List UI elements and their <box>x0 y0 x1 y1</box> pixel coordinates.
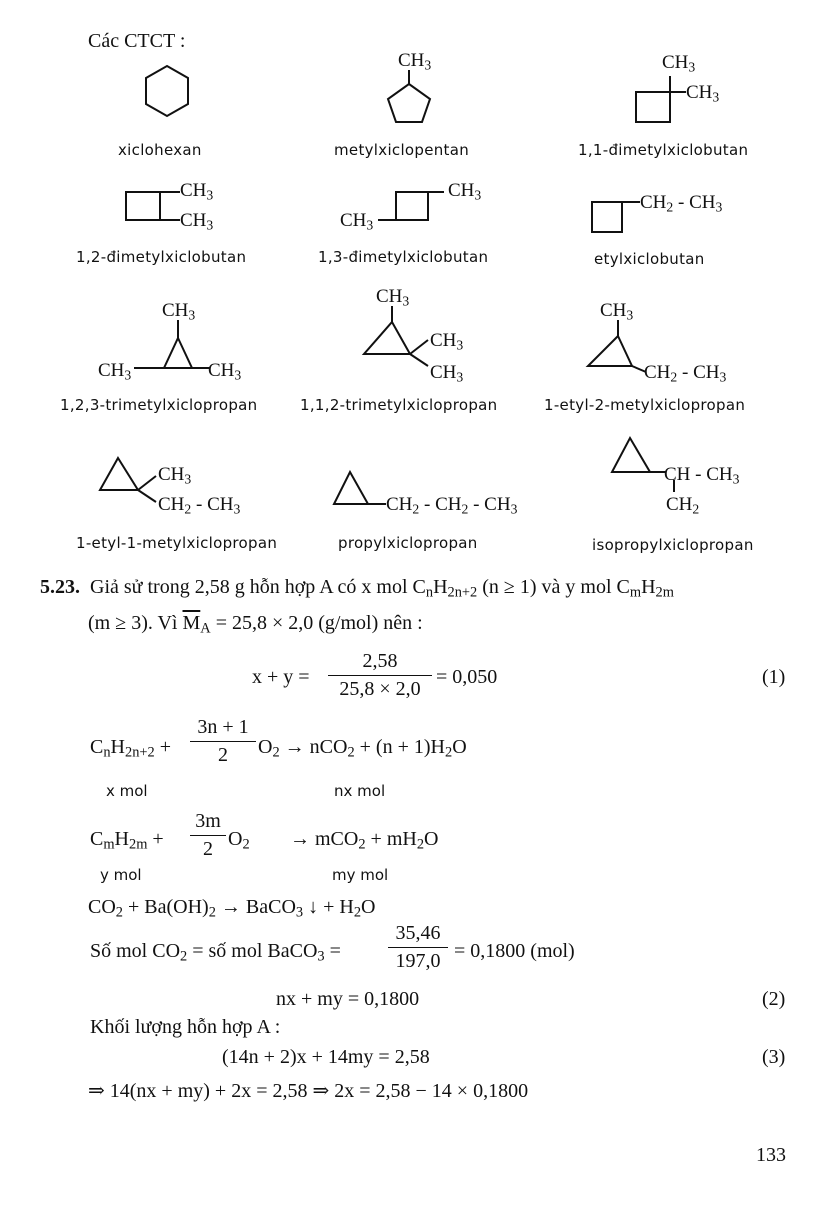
substituent-label: $CH_3$ <box>686 82 720 105</box>
substituent-label: $CH_2 - CH_3$ <box>644 362 727 385</box>
isopropylcyclopropane-ring <box>608 436 676 500</box>
eq2-tag: (2) <box>762 988 786 1010</box>
heading: Các CTCT : <box>88 30 186 52</box>
eq1-left: x + y = <box>252 666 310 688</box>
dimethyl11-cyclobutane-ring <box>632 74 688 126</box>
reaction-1-coefficient: 3n + 1 2 <box>190 716 256 767</box>
substituent-label: $CH_2$ <box>666 494 700 517</box>
substituent-label: $CH_3$ <box>376 286 410 309</box>
eq1-fraction: 2,58 25,8 × 2,0 <box>328 650 432 701</box>
page-number: 133 <box>756 1144 786 1166</box>
substituent-label: $CH_3$ <box>208 360 242 383</box>
substituent-label: $CH_3$ <box>398 50 432 73</box>
mass-label: Khối lượng hỗn hợp A : <box>90 1016 281 1038</box>
substituent-label: $CH_2 - CH_3$ <box>158 494 241 517</box>
ethylcyclobutane-ring <box>590 196 646 238</box>
mol-co2-fraction: 35,46 197,0 <box>388 922 448 973</box>
reaction-1-reactant: $C_nH_{2n+2}$ + <box>90 736 171 761</box>
structure-name-ethyl1-methyl2-cyclopropane: 1-etyl-2-metylxiclopropan <box>544 396 746 414</box>
substituent-label: $CH_2 - CH_2 - CH_3$ <box>386 494 518 517</box>
eq3: (14n + 2)x + 14my = 2,58 <box>222 1046 430 1068</box>
methylcyclopentane-ring <box>384 70 434 126</box>
structure-name-ethyl1-methyl1-cyclopropane: 1-etyl-1-metylxiclopropan <box>76 534 278 552</box>
eq3-tag: (3) <box>762 1046 786 1068</box>
substituent-label: $CH_3$ <box>430 330 464 353</box>
mol-co2-right: = 0,1800 (mol) <box>454 940 575 962</box>
structure-name-ethylcyclobutane: etylxiclobutan <box>594 250 705 268</box>
reaction-2-mol-left: y mol <box>100 866 142 884</box>
dimethyl12-cyclobutane-ring <box>124 188 184 228</box>
substituent-label: $CH_3$ <box>662 52 696 75</box>
ethyl1-methyl1-cyclopropane-ring <box>98 454 164 510</box>
structure-name-isopropylcyclopropane: isopropylxiclopropan <box>592 536 754 554</box>
substituent-label: $CH_2 - CH_3$ <box>640 192 723 215</box>
reaction-2-oxygen: $O_2$ <box>228 828 250 853</box>
structure-name-trimethyl112-cyclopropane: 1,1,2-trimetylxiclopropan <box>300 396 498 414</box>
structure-name-trimethyl123-cyclopropane: 1,2,3-trimetylxiclopropan <box>60 396 258 414</box>
substituent-label: $CH_3$ <box>340 210 374 233</box>
trimethyl123-cyclopropane-ring <box>128 318 212 378</box>
reaction-2-products: → $mCO_2 + mH_2O$ <box>290 828 439 853</box>
structure-name-methylcyclopentane: metylxiclopentan <box>334 141 470 159</box>
problem-line-1: Giả sử trong 2,58 g hỗn hợp A có x mol $C_nH_{2n+2}$ (n ≥ 1) và y mol $C_mH_{2m}$ <box>90 576 674 601</box>
substituent-label: CH - $CH_3$ <box>664 464 740 487</box>
mol-co2-left: Số mol $CO_2$ = số mol BaCO$_3$ = <box>90 940 341 965</box>
ethyl1-methyl2-cyclopropane-ring <box>584 318 650 376</box>
substituent-label: $CH_3$ <box>180 180 214 203</box>
eq4: ⇒ 14(nx + my) + 2x = 2,58 ⇒ 2x = 2,58 − 14 × 0,1800 <box>88 1080 529 1102</box>
reaction-1-mol-right: nx mol <box>334 782 386 800</box>
trimethyl112-cyclopropane-ring <box>360 304 436 374</box>
substituent-label: $CH_3$ <box>162 300 196 323</box>
reaction-2-coefficient: 3m 2 <box>190 810 226 861</box>
substituent-label: $CH_3$ <box>430 362 464 385</box>
structure-name-dimethyl12-cyclobutane: 1,2-đimetylxiclobutan <box>76 248 247 266</box>
reaction-2-mol-right: my mol <box>332 866 389 884</box>
eq2: nx + my = 0,1800 <box>276 988 420 1010</box>
reaction-2-reactant: $C_mH_{2m}$ + <box>90 828 164 853</box>
reaction-1-mol-left: x mol <box>106 782 148 800</box>
substituent-label: $CH_3$ <box>158 464 192 487</box>
structure-name-cyclohexane: xiclohexan <box>118 141 202 159</box>
propylcyclopropane-ring <box>332 470 390 510</box>
eq1-right: = 0,050 <box>436 666 498 688</box>
reaction-3: $CO_2 + Ba(OH)_2$ → BaCO$_3$ ↓ + $H_2O$ <box>88 896 376 921</box>
problem-number: 5.23. <box>40 576 80 598</box>
cyclohexane-ring <box>144 64 190 118</box>
substituent-label: $CH_3$ <box>600 300 634 323</box>
problem-line-2: (m ≥ 3). Vì $\overline{M}_A = 25,8 \times 2,0$ (g/mol) nên : <box>88 612 423 637</box>
substituent-label: $CH_3$ <box>98 360 132 383</box>
substituent-label: $CH_3$ <box>180 210 214 233</box>
structure-name-propylcyclopropane: propylxiclopropan <box>338 534 478 552</box>
structure-name-dimethyl13-cyclobutane: 1,3-đimetylxiclobutan <box>318 248 489 266</box>
reaction-1-products: $O_2 \to nCO_2 + (n + 1)H_2O$ <box>258 736 467 761</box>
eq1-tag: (1) <box>762 666 786 688</box>
structure-name-dimethyl11-cyclobutane: 1,1-đimetylxiclobutan <box>578 141 749 159</box>
substituent-label: $CH_3$ <box>448 180 482 203</box>
dimethyl13-cyclobutane-ring <box>376 188 446 228</box>
